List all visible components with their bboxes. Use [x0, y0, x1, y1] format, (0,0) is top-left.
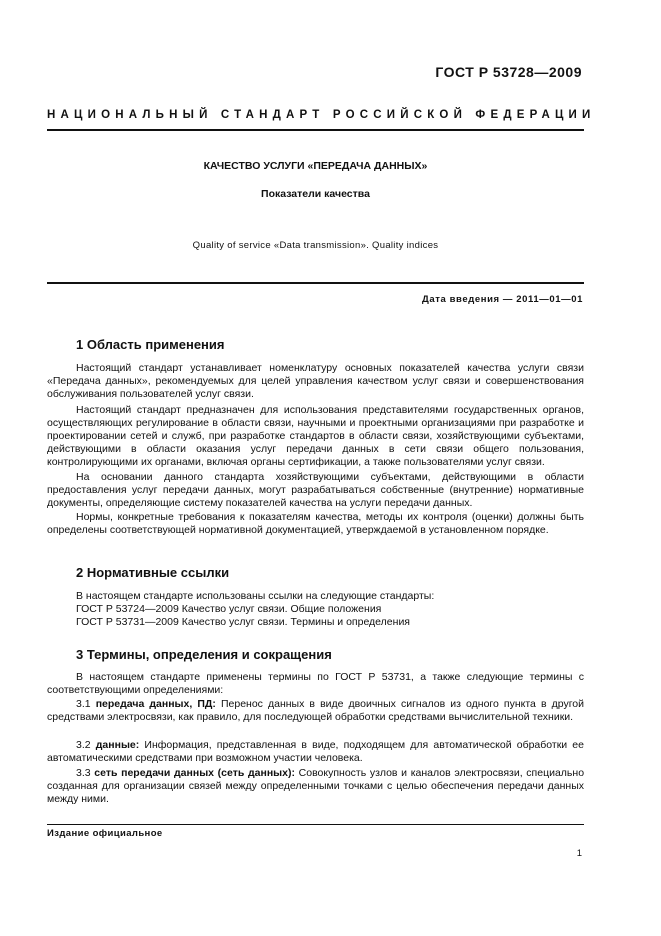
definition: Информация, представленная в виде, подходящем для автоматической обработки ее автоматическими средствами при возможном участии человека.: [47, 739, 584, 764]
document-subtitle: Показатели качества: [261, 188, 370, 200]
paragraph: Настоящий стандарт предназначен для использования представителями государственных органов, осуществляющих регулирование в области связи, научными и проектными организациями при разработке и проектировании сетей и служб, при разработке стандартов в области связи, хозяйствующими субъектами, действующими в области оказания услуг передачи данных в сети связи общего пользования, контролирующими их органами, включая органы сертификации, а также пользователями услуг связи.: [47, 404, 584, 468]
document-title-english: Quality of service «Data transmission». Quality indices: [192, 240, 439, 251]
national-standard-header: НАЦИОНАЛЬНЫЙ СТАНДАРТ РОССИЙСКОЙ ФЕДЕРАЦИИ: [47, 109, 596, 121]
page-number: 1: [576, 848, 582, 859]
paragraph: В настоящем стандарте использованы ссылки на следующие стандарты:: [76, 590, 435, 602]
paragraph: На основании данного стандарта хозяйствующими субъектами, действующими в области предоставления услуг передачи данных, могут разрабатываться собственные (внутренние) нормативные документы, определяющие систему показателей качества на услуги передачи данных.: [47, 471, 584, 509]
term-number: 3.2: [76, 739, 91, 751]
paragraph: Настоящий стандарт устанавливает номенклатуру основных показателей качества услуги связи «Передача данных», рекомендуемых для целей управления качеством услуг связи и совершенствования обслуживания пользователей услуг связи.: [47, 362, 584, 400]
term-definition: [47, 767, 584, 806]
section-heading: 3 Термины, определения и сокращения: [76, 647, 332, 662]
term-definition: [47, 739, 584, 765]
reference-item: ГОСТ Р 53724—2009 Качество услуг связи. Общие положения: [76, 603, 382, 615]
section-heading: 2 Нормативные ссылки: [76, 565, 230, 580]
standard-number: ГОСТ Р 53728—2009: [435, 64, 582, 80]
document-title: КАЧЕСТВО УСЛУГИ «ПЕРЕДАЧА ДАННЫХ»: [203, 160, 428, 172]
definition: Совокупность узлов и каналов электросвязи, специально созданная для организации связей между определенными точками с целью обеспечения передачи данных между ними.: [47, 767, 585, 805]
paragraph: В настоящем стандарте применены термины по ГОСТ Р 53731, а также следующие термины с соответствующими определениями:: [47, 671, 584, 696]
term-number: 3.1: [76, 698, 91, 710]
introduction-date: Дата введения — 2011—01—01: [421, 294, 583, 305]
term-number: 3.3: [76, 767, 91, 779]
term-definition: [47, 698, 584, 724]
title-divider: [47, 282, 584, 284]
term: данные:: [95, 739, 140, 751]
definition: Перенос данных в виде двоичных сигналов из одного пункта в другой средствами электросвязи, как правило, для последующей обработки средствами вычислительной техники.: [47, 698, 585, 723]
term: сеть передачи данных (сеть данных):: [94, 767, 295, 779]
term: передача данных, ПД:: [95, 698, 216, 710]
top-divider: [47, 129, 584, 131]
footer-divider: [47, 824, 584, 825]
reference-item: ГОСТ Р 53731—2009 Качество услуг связи. Термины и определения: [76, 616, 410, 628]
edition-note: Издание официальное: [47, 828, 163, 839]
paragraph: Нормы, конкретные требования к показателям качества, методы их контроля (оценки) должны быть определены соответствующей нормативной документацией, утверждаемой в установленном порядке.: [47, 511, 584, 536]
section-heading: 1 Область применения: [76, 337, 225, 352]
